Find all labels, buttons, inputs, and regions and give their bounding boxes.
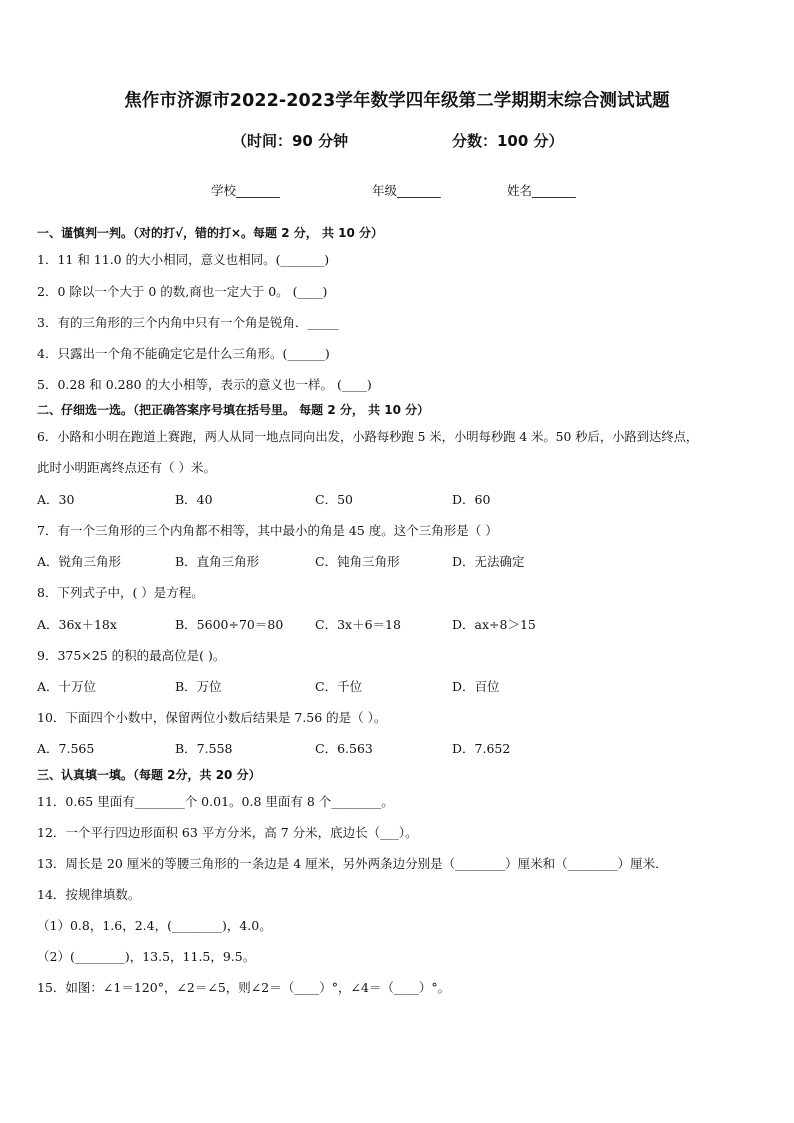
question-6-option-c: C．50 (315, 492, 353, 507)
question-3: 3．有的三角形的三个内角中只有一个角是锐角．_____ (37, 315, 339, 330)
question-13: 13．周长是 20 厘米的等腰三角形的一条边是 4 厘米，另外两条边分别是（________）厘米和（________）厘米． (37, 856, 668, 871)
question-14: 14．按规律填数。 (37, 887, 141, 902)
question-7-option-c: C．钝角三角形 (315, 554, 400, 569)
question-8-option-b: B．5600÷70＝80 (175, 617, 284, 632)
question-12: 12．一个平行四边形面积 63 平方分米，高 7 分米，底边长（___）。 (37, 825, 418, 840)
question-4: 4．只露出一个角不能确定它是什么三角形。(______) (37, 346, 330, 361)
question-6-option-b: B．40 (175, 492, 213, 507)
section-3-heading: 三、认真填一填。（每题 2分，共 20 分） (37, 768, 261, 782)
question-9-option-a: A．十万位 (37, 679, 97, 694)
question-6-line-1: 6．小路和小明在跑道上赛跑，两人从同一地点同向出发，小路每秒跑 5 米，小明每秒跑 4 米。50 秒后，小路到达终点， (37, 430, 699, 444)
section-2-heading: 二、仔细选一选。（把正确答案序号填在括号里。 每题 2 分， 共 10 分） (37, 403, 430, 417)
question-8-option-a: A．36x＋18x (37, 617, 117, 632)
section-1-heading: 一、谨慎判一判。（对的打√，错的打×。每题 2 分， 共 10 分） (37, 226, 383, 240)
question-9-option-d: D．百位 (452, 679, 500, 694)
question-9-option-b: B．万位 (175, 679, 222, 694)
question-9: 9．375×25 的积的最高位是( )。 (37, 648, 226, 663)
question-10-option-c: C．6.563 (315, 741, 373, 756)
grade-field[interactable]: 年级_______ (372, 183, 441, 198)
question-7-option-d: D．无法确定 (452, 554, 525, 569)
question-7: 7．有一个三角形的三个内角都不相等，其中最小的角是 45 度。这个三角形是（ ） (37, 523, 498, 538)
question-10: 10．下面四个小数中，保留两位小数后结果是 7.56 的是（ ）。 (37, 710, 387, 725)
question-5: 5．0.28 和 0.280 的大小相等，表示的意义也一样。 (____) (37, 377, 372, 392)
question-8: 8．下列式子中，( ）是方程。 (37, 585, 204, 600)
question-9-option-c: C．千位 (315, 679, 363, 694)
question-14-part-2: （2）(________)，13.5，11.5，9.5。 (37, 949, 256, 964)
name-field[interactable]: 姓名_______ (507, 183, 576, 198)
question-14-part-1: （1）0.8，1.6，2.4，(________)，4.0。 (37, 918, 272, 933)
question-7-option-a: A．锐角三角形 (37, 554, 122, 569)
question-7-option-b: B．直角三角形 (175, 554, 260, 569)
question-10-option-a: A．7.565 (37, 741, 95, 756)
question-10-option-d: D．7.652 (452, 741, 511, 756)
exam-title: 焦作市济源市2022-2023学年数学四年级第二学期期末综合测试试题 (124, 91, 670, 111)
question-1: 1．11 和 11.0 的大小相同，意义也相同。(_______) (37, 252, 330, 267)
exam-time: （时间：90 分钟 (232, 132, 349, 150)
question-8-option-d: D．ax÷8＞15 (452, 617, 536, 632)
question-6-line-2: 此时小明距离终点还有（ ）米。 (37, 460, 216, 475)
question-2: 2．0 除以一个大于 0 的数,商也一定大于 0。 (____) (37, 284, 328, 299)
question-8-option-c: C．3x＋6＝18 (315, 617, 401, 632)
question-6-option-a: A．30 (37, 492, 75, 507)
exam-score: 分数：100 分） (452, 132, 564, 150)
question-10-option-b: B．7.558 (175, 741, 233, 756)
question-6-option-d: D．60 (452, 492, 491, 507)
school-field[interactable]: 学校_______ (211, 183, 280, 198)
question-15: 15．如图：∠1＝120°，∠2＝∠5，则∠2＝（____）°，∠4＝（____）°。 (37, 980, 451, 995)
question-11: 11．0.65 里面有________个 0.01。0.8 里面有 8 个________。 (37, 794, 394, 809)
